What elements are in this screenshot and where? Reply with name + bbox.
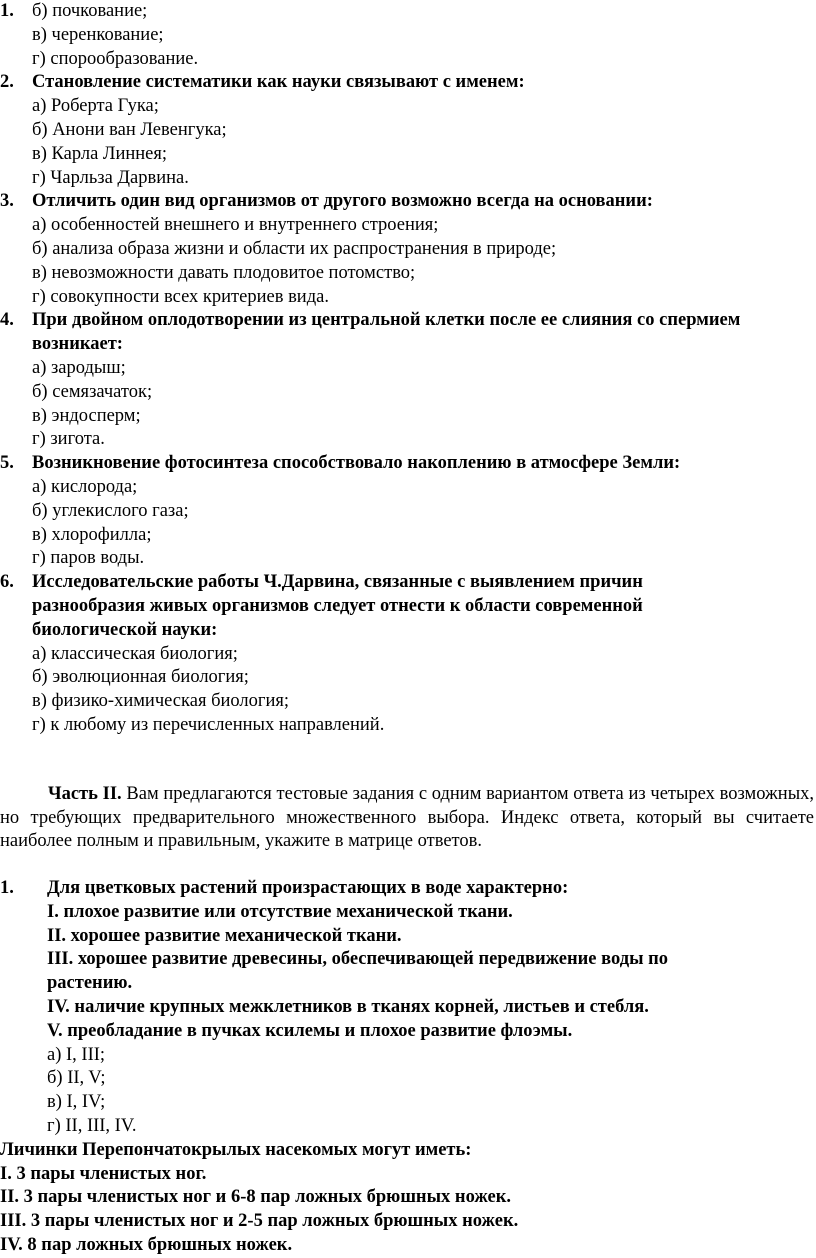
statement: IV. 8 пар ложных брюшных ножек. <box>0 1235 293 1256</box>
answer-option: г) паров воды. <box>32 548 145 569</box>
question-6 <box>0 571 816 738</box>
statement: III. 3 пары членистых ног и 2-5 пар ложных брюшных ножек. <box>0 1211 519 1232</box>
question-text-line: Исследовательские работы Ч.Дарвина, связанные с выявлением причин <box>32 572 643 593</box>
part-2-question-1-text <box>0 877 816 901</box>
answer-option: б) углекислого газа; <box>32 500 189 521</box>
question-text-line: разнообразия живых организмов следует отнести к области современной <box>32 595 643 616</box>
answer-option: б) анализа образа жизни и области их распространения в природе; <box>32 238 557 259</box>
question-number: 1. <box>0 878 14 899</box>
answer-option: в) физико-химическая биология; <box>32 691 290 712</box>
question-text: Отличить один вид организмов от другого возможно всегда на основании: <box>32 191 653 212</box>
question-number: 2. <box>0 72 14 93</box>
question-text-line: биологической науки: <box>32 619 218 640</box>
answer-option: в) невозможности давать плодовитое потомство; <box>32 262 416 283</box>
question-2 <box>0 71 816 190</box>
question-5-text <box>0 452 816 476</box>
answer-option: в) эндосперм; <box>32 405 141 426</box>
statement: I. плохое развитие или отсутствие механической ткани. <box>47 901 513 922</box>
statement: III. хорошее развитие древесины, обеспечивающей передвижение воды по <box>47 949 669 970</box>
answer-option: а) Роберта Гука; <box>32 96 159 117</box>
question-text: Для цветковых растений произрастающих в воде характерно: <box>47 878 569 899</box>
answer-option: б) почкование; <box>32 1 148 21</box>
question-text-line: возникает: <box>32 334 123 355</box>
answer-option: б) семязачаток; <box>32 381 153 402</box>
part-2-instructions: Вам предлагаются тестовые задания с одним вариантом ответа из четырех возможных, но требующих предварительного множественного выбора. Индекс ответа, который вы считаете наиболее полным и правильным, укажите в матрице ответов. <box>0 783 815 852</box>
question-3 <box>0 190 816 309</box>
question-1-head <box>0 0 816 24</box>
answer-option: в) I, IV; <box>47 1092 106 1113</box>
question-4-text <box>0 309 816 357</box>
answer-option: г) Чарльза Дарвина. <box>32 167 189 188</box>
question-1 <box>0 0 816 71</box>
question-2-text <box>0 71 816 95</box>
question-number: 3. <box>0 191 14 212</box>
question-number: 6. <box>0 572 14 593</box>
question-3-text <box>0 190 816 214</box>
question-number: 5. <box>0 453 14 474</box>
answer-option: в) черенкование; <box>32 24 164 45</box>
answer-option: в) хлорофилла; <box>32 524 152 545</box>
part-2-question-1 <box>0 877 816 1139</box>
answer-option: а) I, III; <box>47 1044 106 1065</box>
answer-option: в) Карла Линнея; <box>32 143 168 164</box>
statement: растению. <box>47 973 133 994</box>
part-2-intro <box>0 783 816 854</box>
question-4 <box>0 309 816 452</box>
answer-option: г) II, III, IV. <box>47 1116 137 1137</box>
answer-option: г) зигота. <box>32 429 105 450</box>
statement: I. 3 пары членистых ног. <box>0 1163 207 1184</box>
answer-option: г) спорообразование. <box>32 48 199 69</box>
answer-option: б) II, V; <box>47 1068 106 1089</box>
answer-option: б) эволюционная биология; <box>32 667 249 688</box>
answer-option: а) зародыш; <box>32 357 126 378</box>
statement: IV. наличие крупных межклетников в тканях корней, листьев и стебля. <box>47 997 649 1018</box>
answer-option: г) совокупности всех критериев вида. <box>32 286 329 307</box>
question-text: Личинки Перепончатокрылых насекомых могут иметь: <box>0 1139 472 1160</box>
statement: II. хорошее развитие механической ткани. <box>47 925 402 946</box>
answer-option: а) классическая биология; <box>32 643 238 664</box>
answer-option: а) особенностей внешнего и внутреннего строения; <box>32 215 439 236</box>
statement: V. преобладание в пучках ксилемы и плохое развитие флоэмы. <box>47 1020 573 1041</box>
question-5 <box>0 452 816 571</box>
question-number: 4. <box>0 310 14 331</box>
answer-option: б) Анони ван Левенгука; <box>32 119 227 140</box>
answer-option: а) кислорода; <box>32 476 138 497</box>
question-text: Становление систематики как науки связывают с именем: <box>32 72 525 93</box>
question-6-text <box>0 571 816 642</box>
question-text-line: При двойном оплодотворении из центральной клетки после ее слияния со спермием <box>32 310 741 331</box>
statement: II. 3 пары членистых ног и 6-8 пар ложных брюшных ножек. <box>0 1187 512 1208</box>
answer-option: г) к любому из перечисленных направлений. <box>32 714 385 735</box>
question-number: 1. <box>0 1 14 21</box>
part-2-heading: Часть II. <box>48 783 122 804</box>
question-text: Возникновение фотосинтеза способствовало накоплению в атмосфере Земли: <box>32 453 681 474</box>
